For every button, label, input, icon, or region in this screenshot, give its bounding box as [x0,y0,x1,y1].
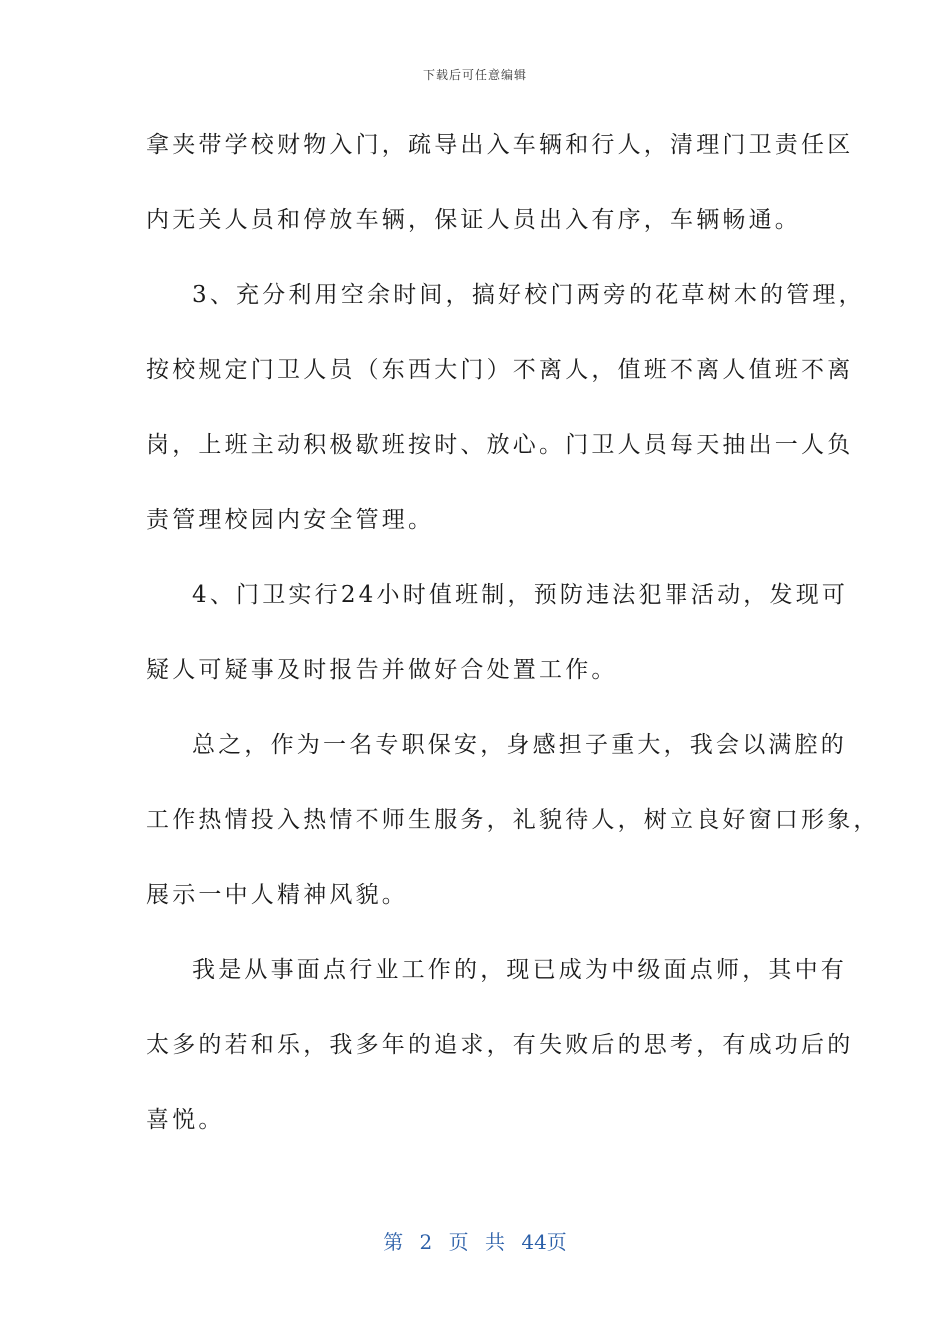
body-line-8: 疑人可疑事及时报告并做好合处置工作。 [146,657,618,683]
body-line-3: 3、充分利用空余时间，搞好校门两旁的花草树木的管理， [192,282,865,308]
page-header: 下载后可任意编辑 [422,68,527,82]
body-line-7: 4、门卫实行24小时值班制，预防违法犯罪活动，发现可 [192,582,849,608]
body-line-14: 喜悦。 [146,1107,225,1133]
body-line-2: 内无关人员和停放车辆，保证人员出入有序，车辆畅通。 [146,207,801,233]
body-line-10: 工作热情投入热情不师生服务，礼貌待人，树立良好窗口形象， [146,807,880,833]
page-number-footer: 第 2 页 共 44页 [383,1230,567,1254]
body-line-4: 按校规定门卫人员（东西大门）不离人，值班不离人值班不离 [146,357,854,383]
body-line-12: 我是从事面点行业工作的，现已成为中级面点师，其中有 [192,957,847,983]
body-line-13: 太多的若和乐，我多年的追求，有失败后的思考，有成功后的 [146,1032,854,1058]
body-line-1: 拿夹带学校财物入门，疏导出入车辆和行人，清理门卫责任区 [146,132,854,158]
body-line-6: 责管理校园内安全管理。 [146,507,435,533]
body-line-9: 总之，作为一名专职保安，身感担子重大，我会以满腔的 [192,732,847,758]
body-line-11: 展示一中人精神风貌。 [146,882,408,908]
body-line-5: 岗，上班主动积极歇班按时、放心。门卫人员每天抽出一人负 [146,432,854,458]
